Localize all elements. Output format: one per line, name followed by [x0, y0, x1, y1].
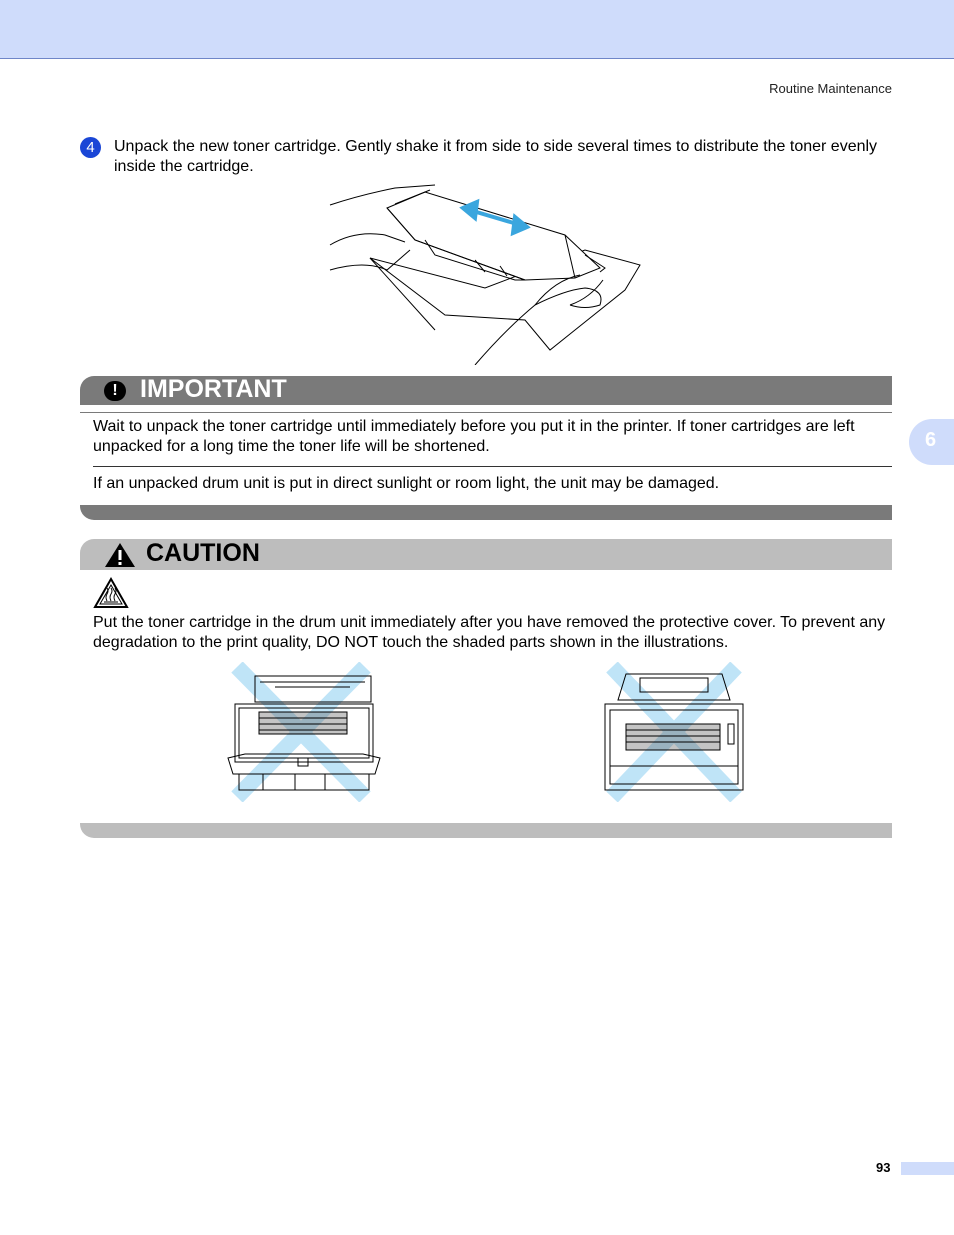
running-header: Routine Maintenance	[769, 81, 892, 96]
important-paragraph-2: If an unpacked drum unit is put in direct sunlight or room light, the unit may be damaged.	[93, 475, 720, 492]
header-band	[0, 0, 954, 59]
important-rule	[80, 405, 892, 413]
printer-rear-illustration	[600, 662, 748, 802]
chapter-number: 6	[925, 429, 937, 451]
warning-triangle-icon	[103, 541, 137, 569]
hot-surface-icon	[93, 577, 129, 609]
caution-title: CAUTION	[146, 539, 260, 567]
caution-end-bar	[80, 823, 892, 838]
toner-shake-illustration	[325, 180, 645, 365]
step-text: Unpack the new toner cartridge. Gently shake it from side to side several times to distribute the toner evenly inside the cartridge.	[114, 138, 878, 175]
step-number-badge: 4	[80, 137, 101, 158]
important-divider	[93, 466, 892, 467]
important-end-bar	[80, 505, 892, 520]
important-title: IMPORTANT	[140, 375, 287, 403]
printer-front-illustration	[225, 662, 383, 802]
page-number-tab	[901, 1162, 954, 1175]
caution-text: Put the toner cartridge in the drum unit immediately after you have removed the protective cover. To prevent any degradation to the print quality, DO NOT touch the shaded parts shown in the illustrations.	[93, 614, 886, 651]
important-paragraph-1: Wait to unpack the toner cartridge until immediately before you put it in the printer. If toner cartridges are left unpacked for a long time the toner life will be shortened.	[93, 418, 855, 455]
chapter-tab[interactable]	[909, 419, 954, 465]
page-number: 93	[876, 1160, 891, 1175]
exclamation-icon: !	[104, 381, 126, 401]
